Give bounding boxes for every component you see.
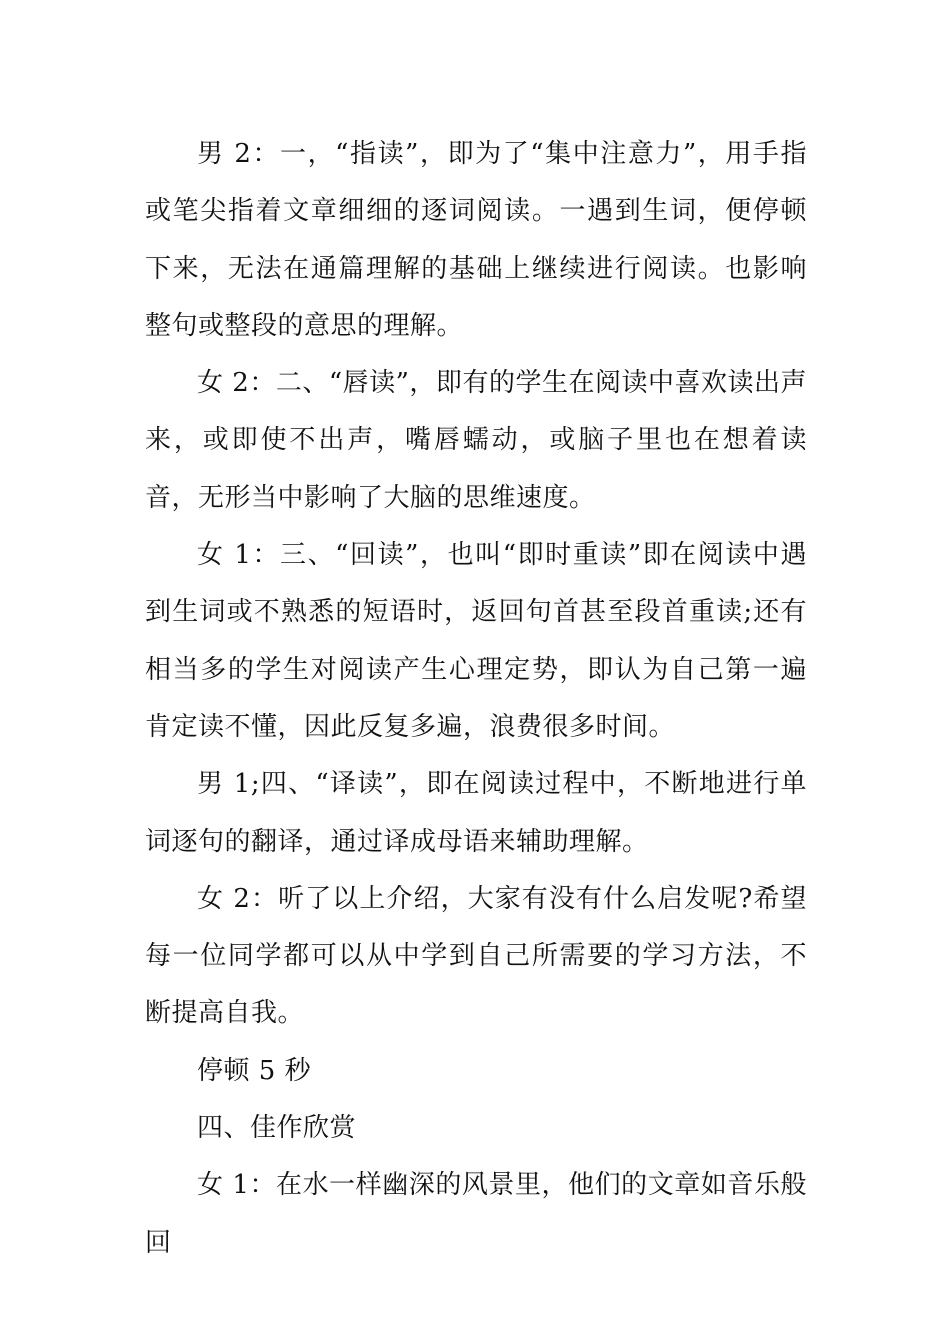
paragraph-pause-note: 停顿 5 秒 xyxy=(197,1055,312,1086)
paragraph-female1-intro: 女 1：在水一样幽深的风景里，他们的文章如音乐般回 xyxy=(145,1170,807,1258)
paragraph-male1-translation-reading: 男 1;四、“译读”，即在阅读过程中，不断地进行单词逐句的翻译，通过译成母语来辅助理解。 xyxy=(145,769,807,857)
document-body xyxy=(145,126,807,1272)
paragraph-female2-summary: 女 2：听了以上介绍，大家有没有什么启发呢?希望每一位同学都可以从中学到自己所需要的学习方法，不断提高自我。 xyxy=(145,883,807,1029)
paragraph-female2-lip-reading: 女 2：二、“唇读”，即有的学生在阅读中喜欢读出声来，或即使不出声，嘴唇蠕动，或脑子里也在想着读音，无形当中影响了大脑的思维速度。 xyxy=(145,368,807,513)
paragraph-female1-re-reading: 女 1：三、“回读”，也叫“即时重读”即在阅读中遇到生词或不熟悉的短语时，返回句首甚至段首重读;还有相当多的学生对阅读产生心理定势，即认为自己第一遍肯定读不懂，因此反复多遍，浪费很多时间。 xyxy=(145,540,807,742)
paragraph-male2-pointing-reading: 男 2：一，“指读”，即为了“集中注意力”，用手指或笔尖指着文章细细的逐词阅读。一遇到生词，便停顿下来，无法在通篇理解的基础上继续进行阅读。也影响整句或整段的意思的理解。 xyxy=(145,139,807,341)
section-heading-appreciation: 四、佳作欣赏 xyxy=(197,1113,357,1144)
